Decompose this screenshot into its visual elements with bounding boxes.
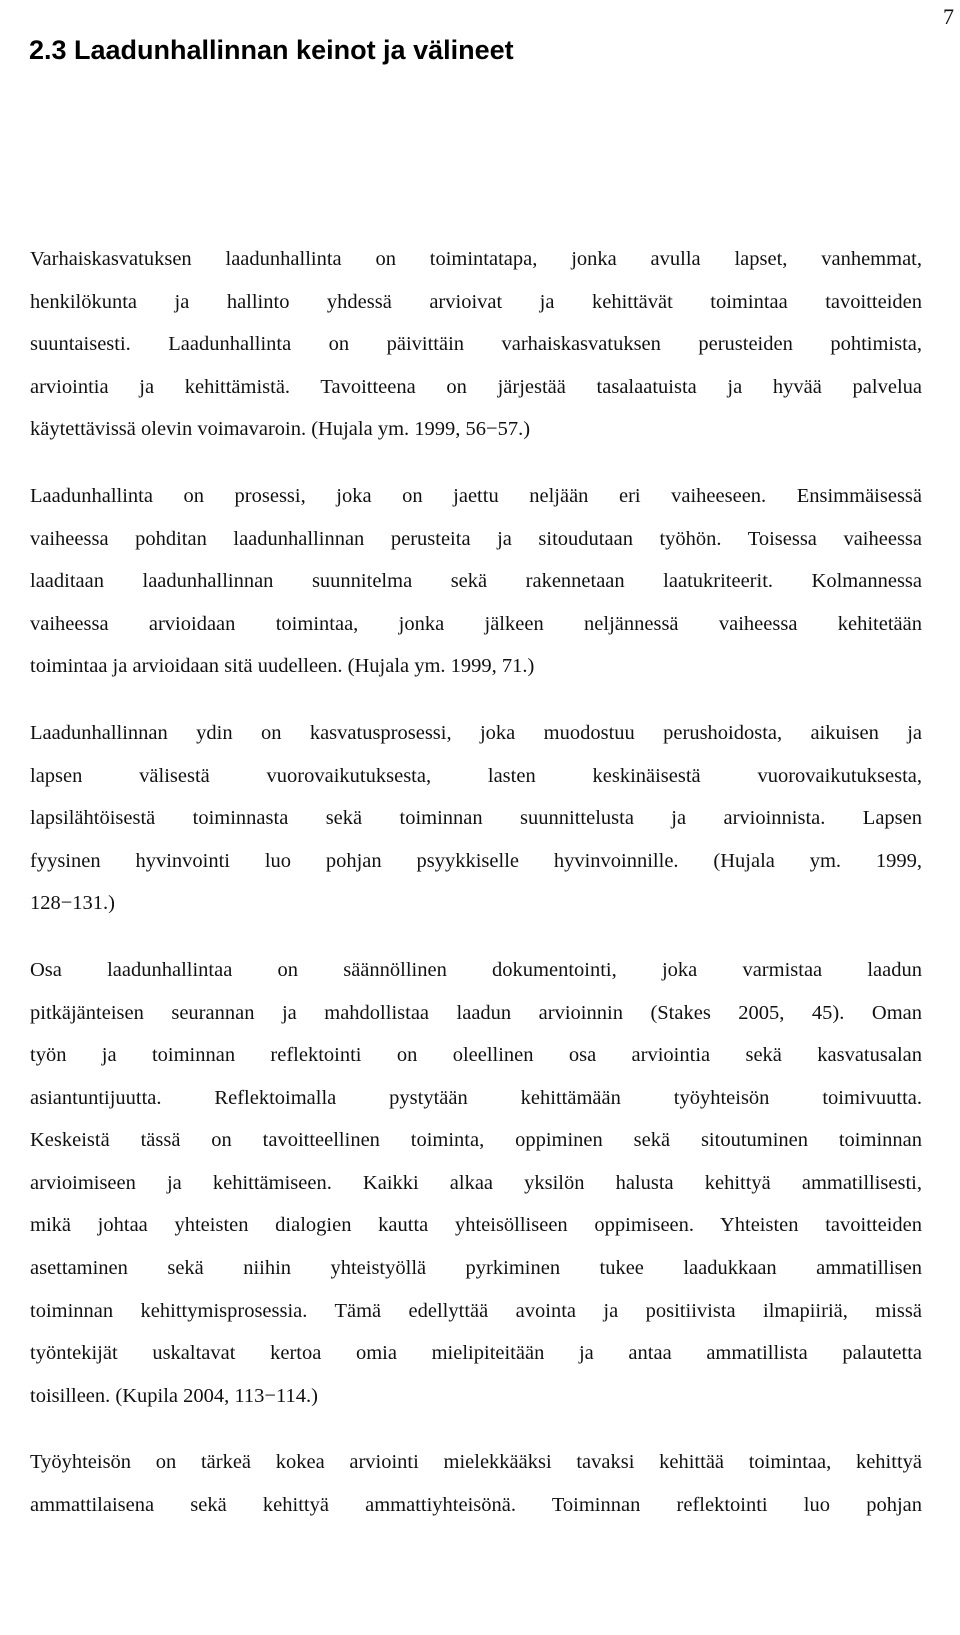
text-line: Laadunhallinta on prosessi, joka on jaettu neljään eri vaiheeseen. Ensimmäisessä: [30, 484, 922, 507]
paragraph-2: [30, 475, 922, 688]
paragraph-4: [30, 949, 922, 1418]
text-line: asiantuntijuutta. Reflektoimalla pystytään kehittämään työyhteisön toimivuutta.: [30, 1086, 922, 1109]
page-number: 7: [943, 4, 954, 29]
text-line: vaiheessa pohditan laadunhallinnan perusteita ja sitoudutaan työhön. Toisessa vaiheessa: [30, 527, 922, 550]
text-line: mikä johtaa yhteisten dialogien kautta yhteisölliseen oppimiseen. Yhteisten tavoitteiden: [30, 1214, 922, 1237]
text-line: 128−131.): [30, 892, 116, 915]
text-line: käytettävissä olevin voimavaroin. (Hujala ym. 1999, 56−57.): [30, 418, 531, 441]
text-line: vaiheessa arvioidaan toimintaa, jonka jälkeen neljännessä vaiheessa kehitetään: [30, 612, 922, 635]
section-heading: 2.3 Laadunhallinnan keinot ja välineet: [29, 35, 514, 65]
document-body: [30, 238, 922, 1551]
text-line: arvioimiseen ja kehittämiseen. Kaikki alkaa yksilön halusta kehittyä ammatillisesti,: [30, 1171, 922, 1194]
text-line: Varhaiskasvatuksen laadunhallinta on toimintatapa, jonka avulla lapset, vanhemmat,: [30, 248, 922, 270]
text-line: suuntaisesti. Laadunhallinta on päivittäin varhaiskasvatuksen perusteiden pohtimista,: [30, 333, 922, 356]
text-line: laaditaan laadunhallinnan suunnitelma sekä rakennetaan laatukriteerit. Kolmannessa: [30, 570, 922, 593]
text-line: työntekijät uskaltavat kertoa omia mielipiteitään ja antaa ammatillista palautetta: [30, 1342, 922, 1365]
text-line: toiminnan kehittymisprosessia. Tämä edellyttää avointa ja positiivista ilmapiiriä, missä: [30, 1299, 922, 1322]
text-line: asettaminen sekä niihin yhteistyöllä pyrkiminen tukee laadukkaan ammatillisen: [30, 1257, 922, 1280]
text-line: Keskeistä tässä on tavoitteellinen toiminta, oppiminen sekä sitoutuminen toiminnan: [30, 1129, 922, 1152]
paragraph-5: [30, 1441, 922, 1526]
text-line: lapsilähtöisestä toiminnasta sekä toiminnan suunnittelusta ja arvioinnista. Lapsen: [30, 807, 922, 830]
text-line: työn ja toiminnan reflektointi on oleellinen osa arviointia sekä kasvatusalan: [30, 1044, 922, 1067]
text-line: toimintaa ja arvioidaan sitä uudelleen. (Hujala ym. 1999, 71.): [30, 655, 535, 678]
text-line: Työyhteisön on tärkeä kokea arviointi mielekkääksi tavaksi kehittää toimintaa, kehittyä: [30, 1451, 922, 1474]
paragraph-3: [30, 712, 922, 925]
text-line: pitkäjänteisen seurannan ja mahdollistaa laadun arvioinnin (Stakes 2005, 45). Oman: [30, 1001, 922, 1024]
text-line: arviointia ja kehittämistä. Tavoitteena on järjestää tasalaatuista ja hyvää palvelua: [30, 375, 922, 398]
text-line: henkilökunta ja hallinto yhdessä arvioivat ja kehittävät toimintaa tavoitteiden: [30, 290, 922, 313]
text-line: ammattilaisena sekä kehittyä ammattiyhteisönä. Toiminnan reflektointi luo pohjan: [30, 1494, 922, 1517]
paragraph-1: [30, 238, 922, 451]
text-line: fyysinen hyvinvointi luo pohjan psyykkiselle hyvinvoinnille. (Hujala ym. 1999,: [30, 849, 922, 872]
text-line: Osa laadunhallintaa on säännöllinen dokumentointi, joka varmistaa laadun: [30, 958, 922, 981]
text-line: toisilleen. (Kupila 2004, 113−114.): [30, 1384, 318, 1407]
text-line: Laadunhallinnan ydin on kasvatusprosessi, joka muodostuu perushoidosta, aikuisen ja: [30, 721, 922, 744]
text-line: lapsen välisestä vuorovaikutuksesta, lasten keskinäisestä vuorovaikutuksesta,: [30, 764, 922, 787]
